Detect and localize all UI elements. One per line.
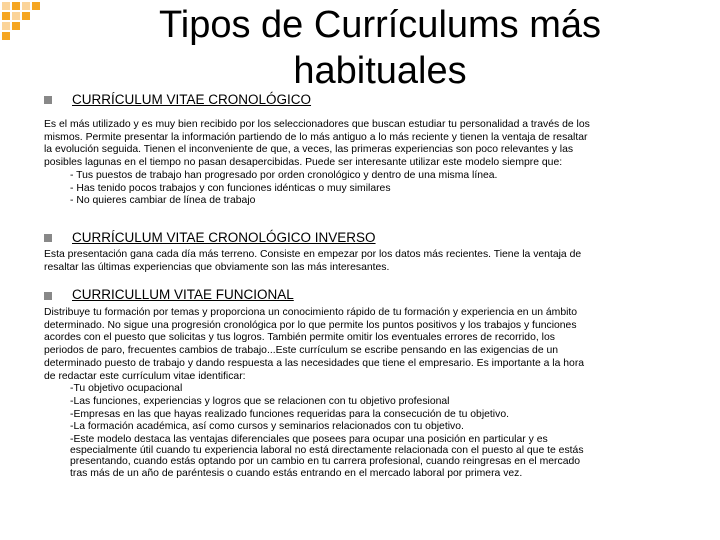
corner-decoration [0,0,50,50]
body-line: determinado. No sigue una progresión cronológica por lo que permite los puntos positivos y los trabajos y funciones [44,319,577,331]
section-heading-cronologico: CURRÍCULUM VITAE CRONOLÓGICO [72,92,312,107]
body-line: Distribuye tu formación por temas y proporciona un conocimiento rápido de tu formación y experiencia en un ámbito [44,307,578,318]
list-item: -Empresas en las que hayas realizado funciones requeridas para la consecución de tu objetivo. [70,408,509,420]
body-line: Esta presentación gana cada día más terreno. Consiste en empezar por los datos más recientes. Tiene la ventaja de [44,249,582,260]
body-line: acordes con el puesto que solicitas y tus logros. También permite omitir los eventuales errores de recorrido, los [44,332,555,344]
bullet-marker [44,292,52,300]
list-item: -La formación académica, así como cursos y seminarios relacionados con tu objetivo. [70,421,464,433]
title-line-2: habituales [293,50,467,92]
section-body-funcional [44,307,684,479]
list-item: - No quieres cambiar de línea de trabajo [70,195,256,207]
body-line: la evolución seguida. Tienen el inconveniente de que, a veces, las primeras experiencias son poco relevantes y las [44,144,574,156]
section-body-cronologico [44,119,684,208]
body-line: periodos de paro, frecuentes cambios de trabajo...Este currículum se escribe pensando en las exigencias de un [44,345,559,357]
title-line-1: Tipos de Currículums más [158,4,602,46]
body-line: resaltar las últimas experiencias que obviamente son las más interesantes. [44,261,390,273]
body-line: Es el más utilizado y es muy bien recibido por los seleccionadores que buscan estudiar tu personalidad a través de los [44,119,590,130]
section-body-inverso [44,249,684,274]
body-line: mismos. Permite presentar la información partiendo de lo más antiguo a lo más reciente y tienen la ventaja de resaltar [44,131,588,143]
bullet-marker [44,234,52,242]
list-item: tras más de un año de paréntesis o cuando estás entrando en el mercado laboral por primera vez. [70,467,523,479]
section-heading-inverso: CURRÍCULUM VITAE CRONOLÓGICO INVERSO [72,230,376,245]
body-line: posibles lagunas en el tiempo no pasan desapercibidas. Puede ser interesante utilizar este modelo siempre que: [44,157,563,169]
list-item: -Este modelo destaca las ventajas diferenciales que posees para ocupar una posición en particular y es [70,434,548,446]
section-heading-funcional: CURRICULLUM VITAE FUNCIONAL [72,287,294,302]
list-item: - Has tenido pocos trabajos y con funciones idénticas o muy similares [70,182,391,194]
list-item: especialmente útil cuando tu experiencia laboral no está directamente relacionada con el puesto al que te estás [70,445,584,457]
list-item: -Tu objetivo ocupacional [70,383,183,395]
bullet-marker [44,96,52,104]
list-item: - Tus puestos de trabajo han progresado por orden cronológico y dentro de una misma línea. [70,169,498,181]
list-item: presentando, cuando estás optando por un cambio en tu carrera profesional, cuando reingresas en el mercado [70,456,581,468]
body-line: de redactar este currículum vitae identificar: [44,370,246,382]
body-line: determinado puesto de trabajo y dando respuesta a las necesidades que tiene el empresario. Es importante a la hora [44,357,585,369]
slide-title [100,2,660,94]
list-item: -Las funciones, experiencias y logros que se relacionen con tu objetivo profesional [70,395,450,407]
